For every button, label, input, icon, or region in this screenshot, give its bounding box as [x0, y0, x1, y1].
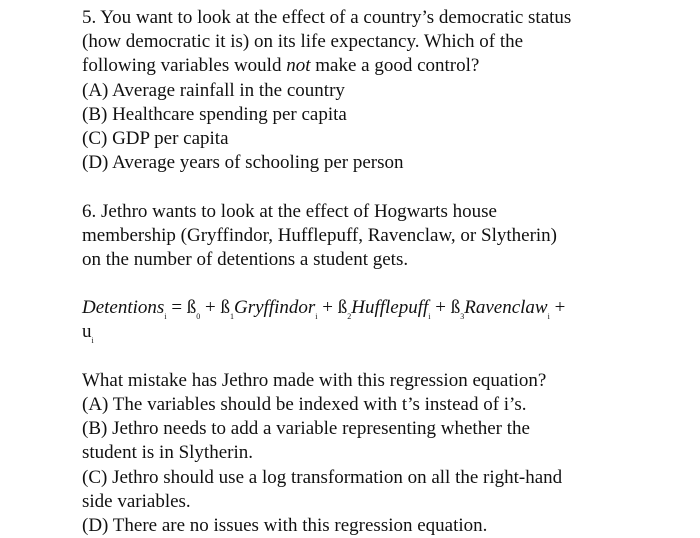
document-page — [82, 6, 682, 538]
eq-trailing-plus: + — [550, 297, 565, 318]
eq-sub-i: i — [92, 336, 94, 345]
eq-sub-i: i — [428, 312, 430, 321]
eq-beta-3: ß — [451, 297, 461, 318]
eq-plus: + — [200, 297, 220, 318]
eq-plus: + — [431, 297, 451, 318]
eq-lhs: Detentions — [82, 297, 164, 318]
q5-option-a: (A) Average rainfall in the country — [82, 79, 682, 103]
eq-beta-1: ß — [221, 297, 231, 318]
q6-line-2: membership (Gryffindor, Hufflepuff, Ravenclaw, or Slytherin) — [82, 224, 682, 248]
q6-line-1: 6. Jethro wants to look at the effect of Hogwarts house — [82, 200, 682, 224]
q5-option-c: (C) GDP per capita — [82, 127, 682, 151]
q5-emphasis-not: not — [286, 55, 310, 76]
eq-sub-i: i — [548, 312, 550, 321]
eq-beta-0: ß — [187, 297, 197, 318]
eq-sub-3: 3 — [460, 312, 464, 321]
eq-plus: + — [318, 297, 338, 318]
eq-sub-i: i — [164, 312, 166, 321]
spacer — [82, 345, 682, 369]
q6-option-a: (A) The variables should be indexed with t’s instead of i’s. — [82, 393, 682, 417]
question-6 — [82, 200, 682, 538]
q6-option-c-cont: side variables. — [82, 490, 682, 514]
q5-line-3 — [82, 54, 682, 78]
regression-equation — [82, 296, 682, 320]
regression-error-term — [82, 320, 682, 344]
eq-equals: = — [167, 297, 187, 318]
eq-var-ravenclaw: Ravenclaw — [464, 297, 547, 318]
q6-option-b-cont: student is in Slytherin. — [82, 441, 682, 465]
question-5 — [82, 6, 682, 175]
spacer — [82, 175, 682, 199]
eq-var-gryffindor: Gryffindor — [234, 297, 315, 318]
q5-line-3-end: make a good control? — [311, 55, 480, 76]
q5-line-1: 5. You want to look at the effect of a country’s democratic status — [82, 6, 682, 30]
q6-option-d: (D) There are no issues with this regression equation. — [82, 514, 682, 538]
q6-option-c: (C) Jethro should use a log transformation on all the right-hand — [82, 466, 682, 490]
q5-line-2: (how democratic it is) on its life expectancy. Which of the — [82, 30, 682, 54]
eq-sub-0: 0 — [196, 312, 200, 321]
q5-option-d: (D) Average years of schooling per person — [82, 151, 682, 175]
eq-error-u: u — [82, 321, 92, 342]
spacer — [82, 272, 682, 296]
eq-sub-1: 1 — [230, 312, 234, 321]
eq-beta-2: ß — [338, 297, 348, 318]
eq-sub-i: i — [315, 312, 317, 321]
q6-line-3: on the number of detentions a student gets. — [82, 248, 682, 272]
eq-sub-2: 2 — [347, 312, 351, 321]
q5-line-3-start: following variables would — [82, 55, 286, 76]
q6-question: What mistake has Jethro made with this regression equation? — [82, 369, 682, 393]
eq-var-hufflepuff: Hufflepuff — [351, 297, 428, 318]
q5-option-b: (B) Healthcare spending per capita — [82, 103, 682, 127]
q6-option-b: (B) Jethro needs to add a variable representing whether the — [82, 417, 682, 441]
